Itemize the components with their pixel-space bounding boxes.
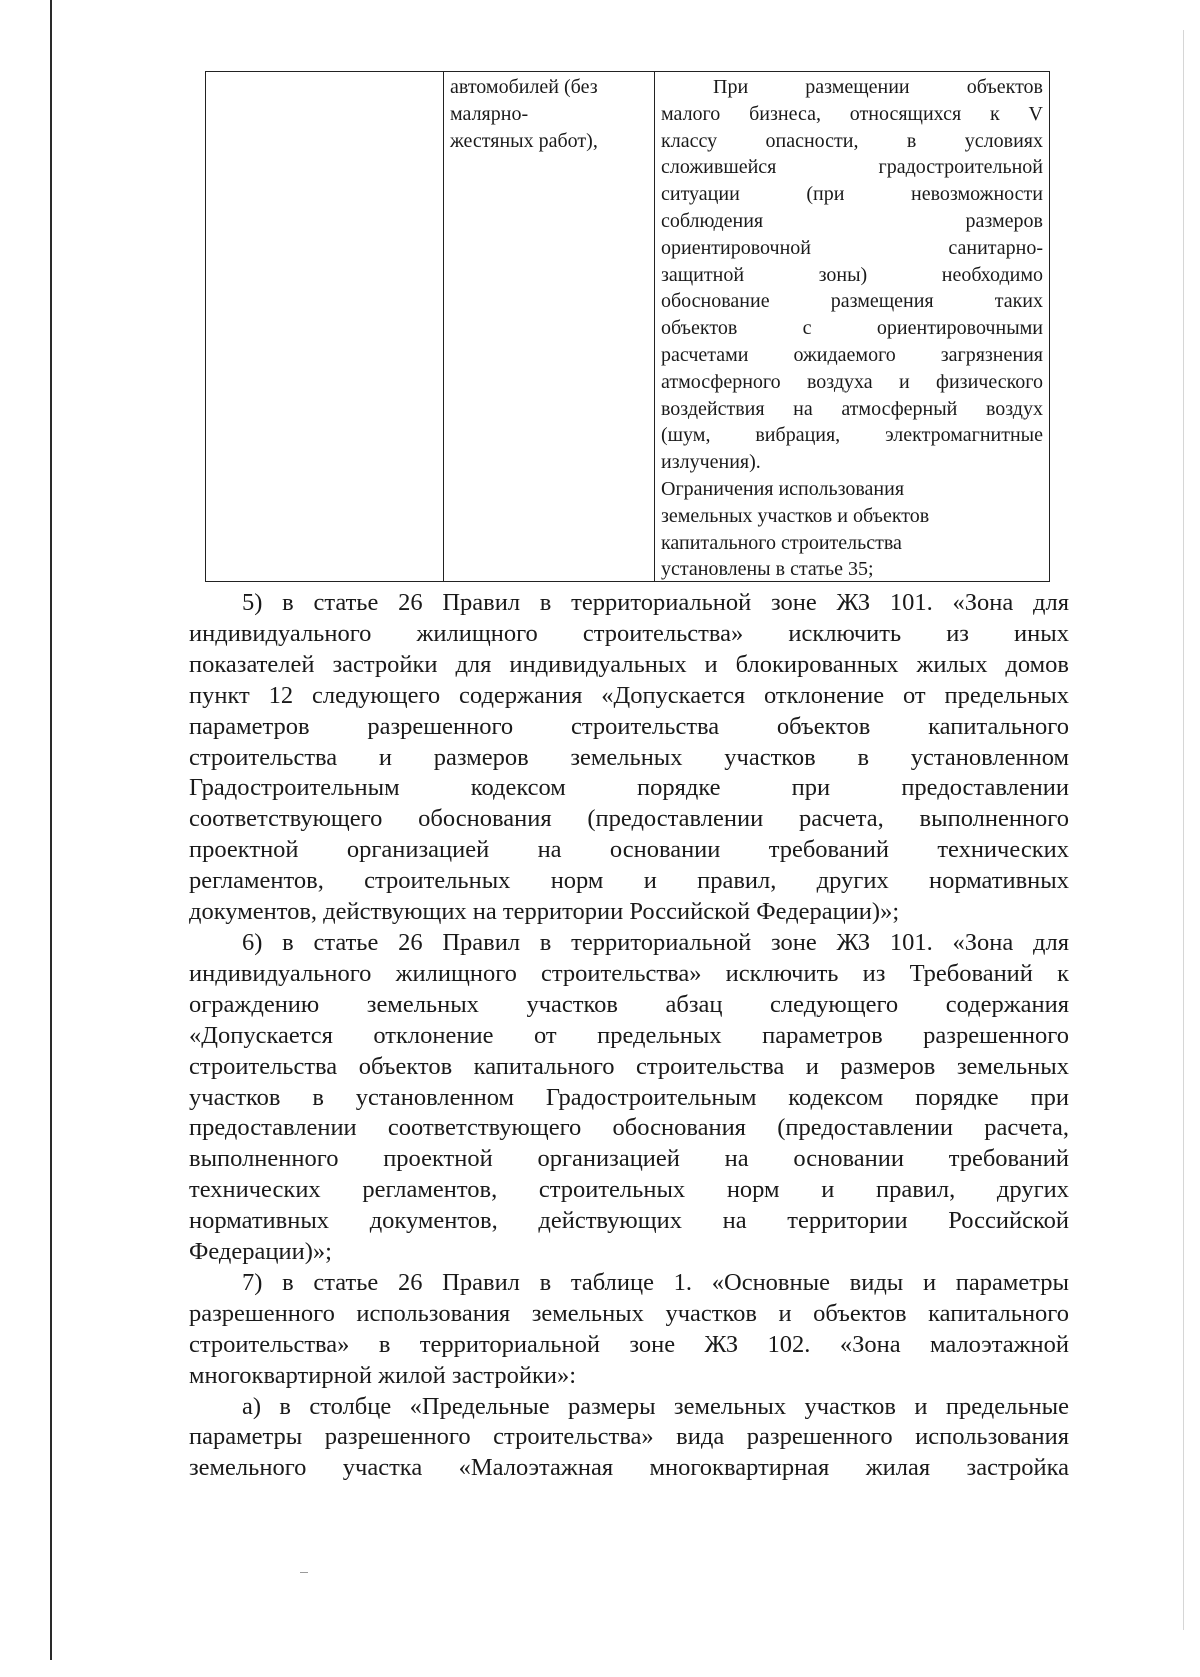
text-line: показателей застройки для индивидуальных и блокированных жилых домов (189, 650, 1069, 678)
text-line: Федерации)»; (189, 1238, 332, 1266)
cell-line: (шум, вибрация, электромагнитные (661, 424, 1043, 447)
text-line: соответствующего обоснования (предоставлении расчета, выполненного (189, 805, 1069, 833)
cell-line: сложившейся градостроительной (661, 156, 1043, 179)
table-cell-use-type (444, 72, 655, 582)
cell-line: малого бизнеса, относящихся к V (661, 102, 1043, 125)
cell-line: ситуации (при невозможности (661, 183, 1043, 206)
cell-line: Ограничения использования (661, 477, 905, 500)
cell-line: соблюдения размеров (661, 209, 1043, 232)
text-line: разрешенного использования земельных участков и объектов капитального (189, 1299, 1069, 1327)
text-line: проектной организацией на основании требований технических (189, 836, 1069, 864)
text-line: строительства объектов капитального строительства и размеров земельных (189, 1052, 1069, 1080)
text-line: индивидуального жилищного строительства» исключить из Требований к (189, 959, 1069, 987)
text-line: участков в установленном Градостроительным кодексом порядке при (189, 1083, 1069, 1111)
regulations-table (205, 71, 1050, 582)
text-line: выполненного проектной организацией на основании требований (189, 1145, 1069, 1173)
text-line: ограждению земельных участков абзац следующего содержания (189, 990, 1069, 1018)
cell-line: малярно- (450, 102, 529, 125)
text-line: Градостроительным кодексом порядке при предоставлении (189, 774, 1069, 802)
cell-line: капитального строительства (661, 531, 902, 554)
text-line: строительства» в территориальной зоне ЖЗ 102. «Зона малоэтажной (189, 1330, 1069, 1358)
cell-line: При размещении объектов (713, 76, 1043, 98)
scan-right-edge (1183, 30, 1184, 1630)
text-line: регламентов, строительных норм и правил, других нормативных (189, 867, 1069, 895)
cell-line: защитной зоны) необходимо (661, 263, 1043, 286)
paragraph-subitem-a (189, 1392, 1069, 1485)
text-line: 5) в статье 26 Правил в территориальной зоне ЖЗ 101. «Зона для (242, 589, 1069, 616)
text-line: строительства и размеров земельных участков в установленном (189, 743, 1069, 771)
text-line: а) в столбце «Предельные размеры земельных участков и предельные (242, 1392, 1069, 1420)
paragraph-item-6 (189, 928, 1069, 1268)
cell-line: обоснование размещения таких (661, 290, 1043, 313)
cell-line: установлены в статье 35; (661, 558, 874, 581)
text-line: земельного участка «Малоэтажная многоквартирная жилая застройка (189, 1454, 1069, 1482)
table-cell-restrictions (655, 72, 1050, 582)
text-line: индивидуального жилищного строительства» исключить из иных (189, 619, 1069, 647)
scan-speck (300, 1572, 308, 1573)
text-line: предоставлении соответствующего обоснования (предоставлении расчета, (189, 1114, 1069, 1142)
paragraph-item-7 (189, 1268, 1069, 1392)
text-line: документов, действующих на территории Российской Федерации)»; (189, 898, 900, 926)
cell-line: расчетами ожидаемого загрязнения (661, 343, 1043, 366)
table-cell-zone (206, 72, 444, 582)
cell-line: жестяных работ), (450, 129, 598, 152)
cell-line: атмосферного воздуха и физического (661, 370, 1043, 393)
text-line: параметры разрешенного строительства» вида разрешенного использования (189, 1423, 1069, 1451)
cell-line: воздействия на атмосферный воздух (661, 397, 1043, 420)
cell-line: ориентировочной санитарно- (661, 236, 1043, 259)
document-body (189, 588, 1069, 1484)
cell-line: объектов с ориентировочными (661, 317, 1043, 340)
text-line: нормативных документов, действующих на территории Российской (189, 1207, 1069, 1235)
cell-line: автомобилей (без (450, 76, 598, 98)
text-line: 6) в статье 26 Правил в территориальной зоне ЖЗ 101. «Зона для (242, 928, 1069, 956)
text-line: технических регламентов, строительных норм и правил, других (189, 1176, 1069, 1204)
paragraph-item-5 (189, 588, 1069, 928)
text-line: параметров разрешенного строительства объектов капитального (189, 712, 1069, 740)
text-line: многоквартирной жилой застройки»: (189, 1361, 577, 1389)
text-line: пункт 12 следующего содержания «Допускается отклонение от предельных (189, 681, 1069, 709)
text-line: «Допускается отклонение от предельных параметров разрешенного (189, 1021, 1069, 1049)
scan-left-edge (50, 0, 52, 1660)
cell-line: излучения). (661, 451, 761, 474)
cell-line: земельных участков и объектов (661, 504, 930, 527)
text-line: 7) в статье 26 Правил в таблице 1. «Основные виды и параметры (242, 1268, 1069, 1296)
cell-line: классу опасности, в условиях (661, 129, 1043, 152)
table-row (206, 72, 1050, 582)
